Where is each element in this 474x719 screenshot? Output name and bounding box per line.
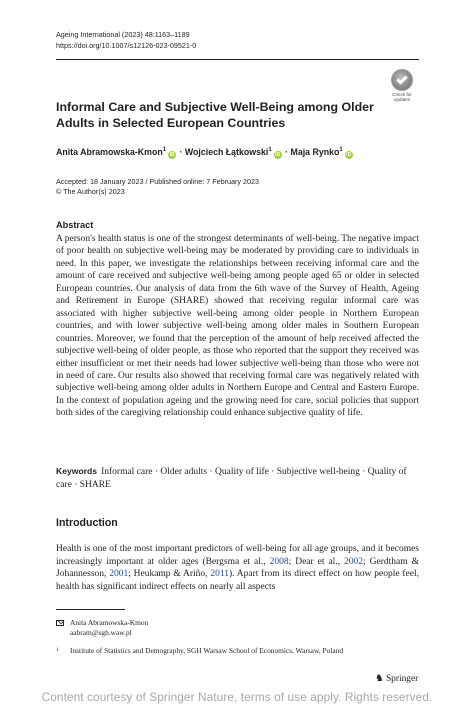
- orcid-icon[interactable]: iD: [275, 152, 281, 158]
- copyright-line: © The Author(s) 2023: [56, 187, 125, 197]
- check-for-updates-badge[interactable]: [386, 69, 418, 103]
- contact-name: Anita Abramowska‑Kmon: [70, 618, 149, 627]
- journal-citation: Ageing International (2023) 48:1163–1189: [56, 30, 190, 39]
- orcid-icon[interactable]: iD: [346, 152, 352, 158]
- crossmark-icon: [391, 69, 413, 91]
- citation-link[interactable]: 2011: [210, 569, 229, 579]
- author-name: Maja Rynko: [290, 147, 340, 157]
- contact-email[interactable]: aabram@sgh.waw.pl: [70, 628, 132, 637]
- footnote-rule: [56, 609, 125, 610]
- springer-horse-icon: ♞: [375, 673, 384, 684]
- orcid-icon[interactable]: iD: [169, 152, 175, 158]
- citation-link[interactable]: 2008: [269, 556, 289, 567]
- keywords: [56, 465, 419, 491]
- header-rule: [56, 59, 419, 60]
- envelope-icon: [56, 620, 64, 626]
- affiliation-footnote: [56, 645, 343, 656]
- author-name: Wojciech Łątkowski: [184, 147, 269, 157]
- publisher-logo: [375, 673, 418, 684]
- affiliation-text: Institute of Statistics and Demography, SGH Warsaw School of Economics, Warsaw, Poland: [70, 646, 344, 655]
- author-list: Anita Abramowska‑Kmon$^1$iD · Wojciech Łątkowski$^1$iD · Maja Rynko$^1$iD: [56, 147, 352, 158]
- doi-link[interactable]: https://doi.org/10.1007/s12126-023-09521-0: [56, 40, 197, 50]
- keywords-label: Keywords: [56, 466, 98, 476]
- article-title: Informal Care and Subjective Well‑Being among Older Adults in Selected European Countries: [56, 100, 374, 130]
- citation-link[interactable]: 2002: [344, 556, 364, 567]
- publisher-name: Springer: [385, 674, 419, 684]
- introduction-heading: Introduction: [56, 517, 118, 529]
- abstract-text: A person's health status is one of the strongest determinants of well-being. The negative impact of poor health on subjective well-being may be moderated by providing care to individuals in need. In this paper, we investigate the relationships between receiving informal care and the amount of care received and subjective well-being among people aged 65 or older in selected European countries. Our analysis of data from the 6th wave of the Survey of Health, Ageing and Retirement in Europe (SHARE) showed that receiving regular informal care was associated with higher subjective well-being among older people in Northern European countries, and with lower subjective well-being among older males in Southern European countries. Moreover, we found that the perception of the amount of help received affected the subjective well-being of older people, as those who reported that the support they received was either insufficient or met their needs had lower subjective well-being than those who were not in need of care. Our results also showed that receiving formal care was negatively related with subjective well-being among older adults in Northern Europe and Central and Eastern Europe. In the context of population ageing and the growing need for care, social policies that support both sides of the caregiving relationship could enhance subjective quality of life.: [56, 234, 419, 419]
- courtesy-notice: Content courtesy of Springer Nature, terms of use apply. Rights reserved.: [41, 690, 433, 704]
- author-name: Anita Abramowska‑Kmon: [56, 147, 163, 157]
- introduction-paragraph: Health is one of the most important predictors of well-being for all age groups, and it becomes increasingly important at older ages (Bergsma et al., 2008; Dear et al., 2002; Gerdtham & Johannesson, 2001; Heukamp & Ariño, 2011). Apart from its direct effect on how people feel, health has significant indirect effects on nearly all aspects: [56, 544, 419, 592]
- affiliation-number: 1: [56, 647, 59, 653]
- accepted-published-dates: Accepted: 18 January 2023 / Published online: 7 February 2023: [56, 177, 259, 186]
- corresponding-author: [56, 618, 148, 638]
- keywords-list: Informal care · Older adults · Quality of life · Subjective well-being · Quality of care · SHARE: [56, 467, 407, 490]
- abstract-heading: Abstract: [56, 220, 94, 230]
- journal-header: [56, 30, 196, 51]
- crossmark-text: Check for updates: [392, 92, 412, 102]
- publication-dates: [56, 177, 259, 198]
- citation-link[interactable]: 2001: [109, 569, 129, 579]
